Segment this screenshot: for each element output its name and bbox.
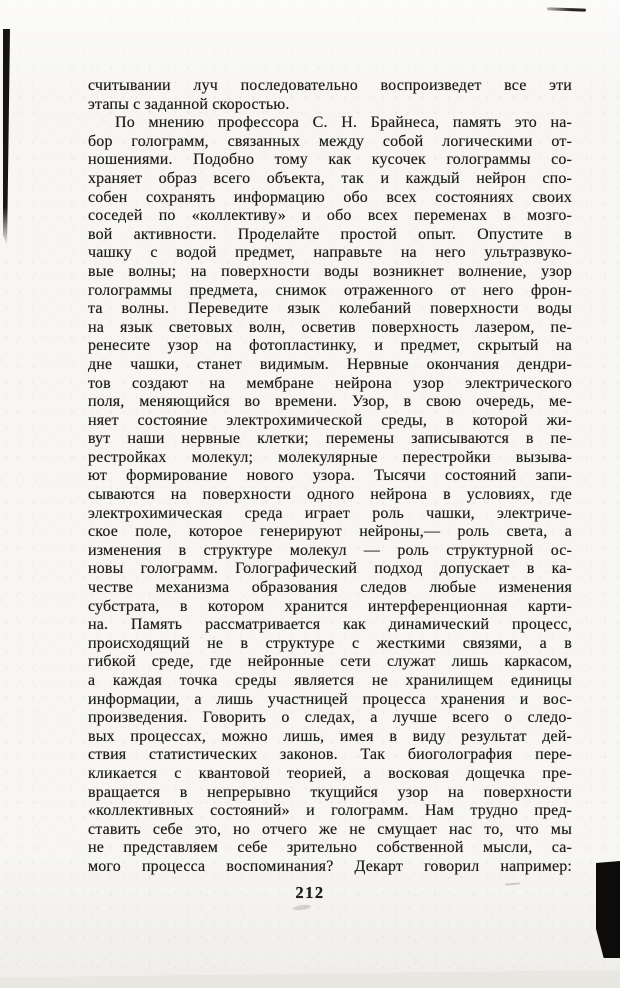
text-line: тов создают на мембране нейрона узор электрического xyxy=(88,374,572,392)
text-line: ношениями. Подобно тому как кусочек голограммы со- xyxy=(88,151,572,169)
top-right-scan-mark xyxy=(547,7,586,11)
text-line: информации, а лишь участницей процесса хранения и вос- xyxy=(88,690,572,708)
text-line: не представляем себе зрительно собственной мысли, са- xyxy=(88,839,572,857)
text-line: вой активности. Проделайте простой опыт. Опустите в xyxy=(88,225,572,243)
text-line: вут наши нервные клетки; перемены записываются в пе- xyxy=(88,430,572,448)
text-line: гибкой среде, где нейронные сети служат лишь каркасом, xyxy=(88,653,572,671)
text-line: произведения. Говорить о следах, а лучше всего о следо- xyxy=(88,709,572,727)
text-line: чашку с водой предмет, направьте на него ультразвуко- xyxy=(88,244,572,262)
text-line: вращается в непрерывно ткущийся узор на поверхности xyxy=(88,783,572,801)
text-line: на. Память рассматривается как динамический процесс, xyxy=(88,616,572,634)
text-line: бор голограмм, связанных между собой логическими от- xyxy=(88,132,572,150)
text-line: субстрата, в котором хранится интерференционная карти- xyxy=(88,597,572,615)
text-line: та волны. Переведите язык колебаний поверхности воды xyxy=(88,300,572,318)
text-line: собен сохранять информацию обо всех состояниях своих xyxy=(88,188,572,206)
text-line: вые волны; на поверхности воды возникнет волнение, узор xyxy=(88,262,572,280)
left-edge-scan-mark xyxy=(3,29,10,246)
text-line: храняет образ всего объекта, так и каждый нейрон спо- xyxy=(88,169,572,187)
text-line: изменения в структуре молекул — роль структурной ос- xyxy=(88,541,572,559)
bottom-right-scan-mark xyxy=(596,861,620,958)
text-line: дне чашки, станет видимым. Нервные окончания дендри- xyxy=(88,355,572,373)
text-line: происходящий не в структуре с жесткими связями, а в xyxy=(88,634,572,652)
text-line: По мнению профессора С. Н. Брайнеса, память это на- xyxy=(115,114,572,132)
text-line: голограммы предмета, снимок отраженного от него фрон- xyxy=(88,281,572,299)
text-line: ствия статистических законов. Так биоголография пере- xyxy=(88,746,572,764)
text-line: няет состояние электрохимической среды, в которой жи- xyxy=(88,411,572,429)
text-line: рестройках молекул; молекулярные перестройки вызыва- xyxy=(88,448,572,466)
text-line: вых процессах, можно лишь, имея в виду результат дей- xyxy=(88,727,572,745)
text-line: соседей по «коллективу» и обо всех переменах в мозго- xyxy=(88,207,572,225)
text-line: электрохимическая среда играет роль чашки, электриче- xyxy=(88,504,572,522)
text-line: ставить себе это, но отчего же не смущает нас то, что мы xyxy=(88,820,572,838)
bottom-edge-scan-shadow xyxy=(0,966,620,988)
text-line: мого процесса воспоминания? Декарт говорил например: xyxy=(88,857,572,875)
text-line: кликается с квантовой теорией, а восковая дощечка пре- xyxy=(88,764,572,782)
text-line: «коллективных состояний» и голограмм. Нам трудно пред- xyxy=(88,802,572,820)
text-line: этапы с заданной скоростью. xyxy=(88,95,290,113)
text-line: честве механизма образования следов любые изменения xyxy=(88,579,572,597)
text-line: новы голограмм. Голографический подход допускает в ка- xyxy=(88,560,572,578)
page-number-smudge xyxy=(293,904,312,911)
text-line: сываются на поверхности одного нейрона в условиях, где xyxy=(88,486,572,504)
body-text xyxy=(88,77,572,877)
text-line: а каждая точка среды является не хранилищем единицы xyxy=(88,672,572,689)
text-line: считывании луч последовательно воспроизведет все эти xyxy=(88,77,572,94)
page-number: 212 xyxy=(295,883,325,902)
text-line: ют формирование нового узора. Тысячи состояний запи- xyxy=(88,467,572,485)
text-line: ское поле, которое генерируют нейроны,— роль света, а xyxy=(88,523,572,541)
text-line: поля, меняющийся во времени. Узор, в свою очередь, ме- xyxy=(88,393,572,411)
text-line: на язык световых волн, осветив поверхность лазером, пе- xyxy=(88,318,572,336)
text-line: ренесите узор на фотопластинку, и предмет, скрытый на xyxy=(88,337,572,355)
